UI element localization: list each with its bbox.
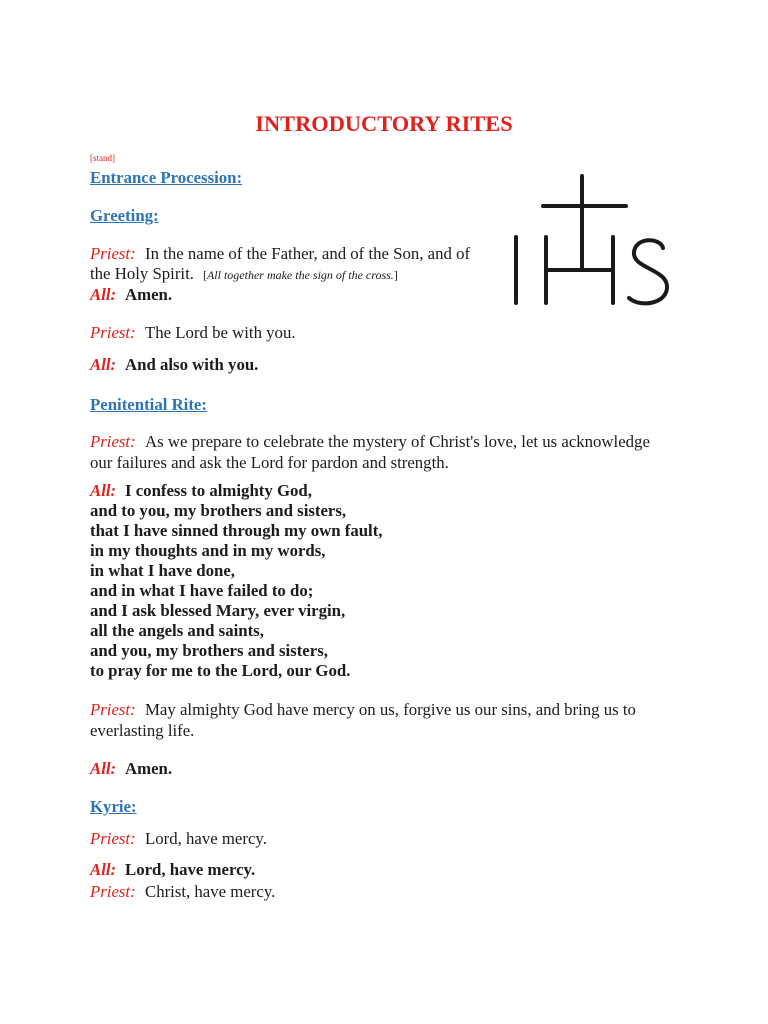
kyrie-all-response bbox=[90, 860, 255, 880]
confiteor-line: that I have sinned through my own fault, bbox=[90, 521, 383, 540]
rubric-bracket-close: ] bbox=[393, 268, 398, 282]
kyrie-priest-line-1 bbox=[90, 829, 267, 849]
confiteor-text: I confess to almighty God, bbox=[125, 481, 312, 500]
priest-text: In the name of the Father, and of the Son, and of bbox=[145, 244, 471, 263]
all-response-text: Lord, have mercy. bbox=[125, 860, 256, 879]
all-response-text: Amen. bbox=[125, 285, 173, 304]
priest-text: everlasting life. bbox=[90, 721, 195, 740]
confiteor-line: to pray for me to the Lord, our God. bbox=[90, 661, 351, 680]
heading-kyrie: Kyrie: bbox=[90, 797, 137, 816]
priest-text: Christ, have mercy. bbox=[145, 882, 276, 901]
priest-text: Lord, have mercy. bbox=[145, 829, 267, 848]
confiteor-line: and to you, my brothers and sisters, bbox=[90, 501, 347, 520]
all-response-text: Amen. bbox=[125, 759, 173, 778]
penitential-priest-line-1 bbox=[90, 432, 650, 452]
rubric-bracket-open: [ bbox=[202, 268, 207, 282]
heading-entrance-procession: Entrance Procession: bbox=[90, 168, 243, 187]
speaker-priest-label: Priest: bbox=[90, 829, 136, 848]
priest-text: May almighty God have mercy on us, forgive us our sins, and bring us to bbox=[145, 700, 636, 719]
kyrie-priest-line-2 bbox=[90, 882, 275, 902]
penitential-priest-line-2 bbox=[90, 453, 449, 473]
penitential-all-response bbox=[90, 759, 172, 779]
speaker-priest-label: Priest: bbox=[90, 323, 136, 342]
penitential-priest-absolution-line-1 bbox=[90, 700, 636, 720]
confiteor-line: and you, my brothers and sisters, bbox=[90, 641, 328, 660]
confiteor-line bbox=[90, 481, 312, 501]
speaker-all-label: All: bbox=[90, 860, 117, 879]
priest-text: the Holy Spirit. bbox=[90, 264, 194, 283]
sign-of-cross-rubric: All together make the sign of the cross. bbox=[206, 268, 394, 282]
priest-text: The Lord be with you. bbox=[145, 323, 296, 342]
speaker-priest-label: Priest: bbox=[90, 244, 136, 263]
posture-rubric: [stand] bbox=[90, 153, 115, 163]
speaker-all-label: All: bbox=[90, 481, 117, 500]
confiteor-line: all the angels and saints, bbox=[90, 621, 264, 640]
speaker-all-label: All: bbox=[90, 759, 117, 778]
ihs-christogram-icon bbox=[505, 168, 675, 313]
greeting-priest-line-2 bbox=[90, 264, 398, 285]
confiteor-line: and in what I have failed to do; bbox=[90, 581, 314, 600]
priest-text: As we prepare to celebrate the mystery of Christ's love, let us acknowledge bbox=[145, 432, 650, 451]
greeting-priest-line-1 bbox=[90, 244, 470, 264]
confiteor-line: in what I have done, bbox=[90, 561, 236, 580]
heading-penitential-rite: Penitential Rite: bbox=[90, 395, 207, 414]
ihs-letter-s-stroke bbox=[629, 240, 667, 303]
greeting-all-response-1 bbox=[90, 285, 172, 305]
page-title: INTRODUCTORY RITES bbox=[255, 111, 513, 136]
all-response-text: And also with you. bbox=[125, 355, 259, 374]
speaker-priest-label: Priest: bbox=[90, 432, 136, 451]
speaker-priest-label: Priest: bbox=[90, 882, 136, 901]
greeting-priest-line-3 bbox=[90, 323, 296, 343]
confiteor-line: and I ask blessed Mary, ever virgin, bbox=[90, 601, 346, 620]
priest-text: our failures and ask the Lord for pardon and strength. bbox=[90, 453, 449, 472]
penitential-priest-absolution-line-2 bbox=[90, 721, 194, 741]
speaker-priest-label: Priest: bbox=[90, 700, 136, 719]
speaker-all-label: All: bbox=[90, 355, 117, 374]
greeting-all-response-2 bbox=[90, 355, 258, 375]
heading-greeting: Greeting: bbox=[90, 206, 159, 225]
confiteor-line: in my thoughts and in my words, bbox=[90, 541, 326, 560]
speaker-all-label: All: bbox=[90, 285, 117, 304]
